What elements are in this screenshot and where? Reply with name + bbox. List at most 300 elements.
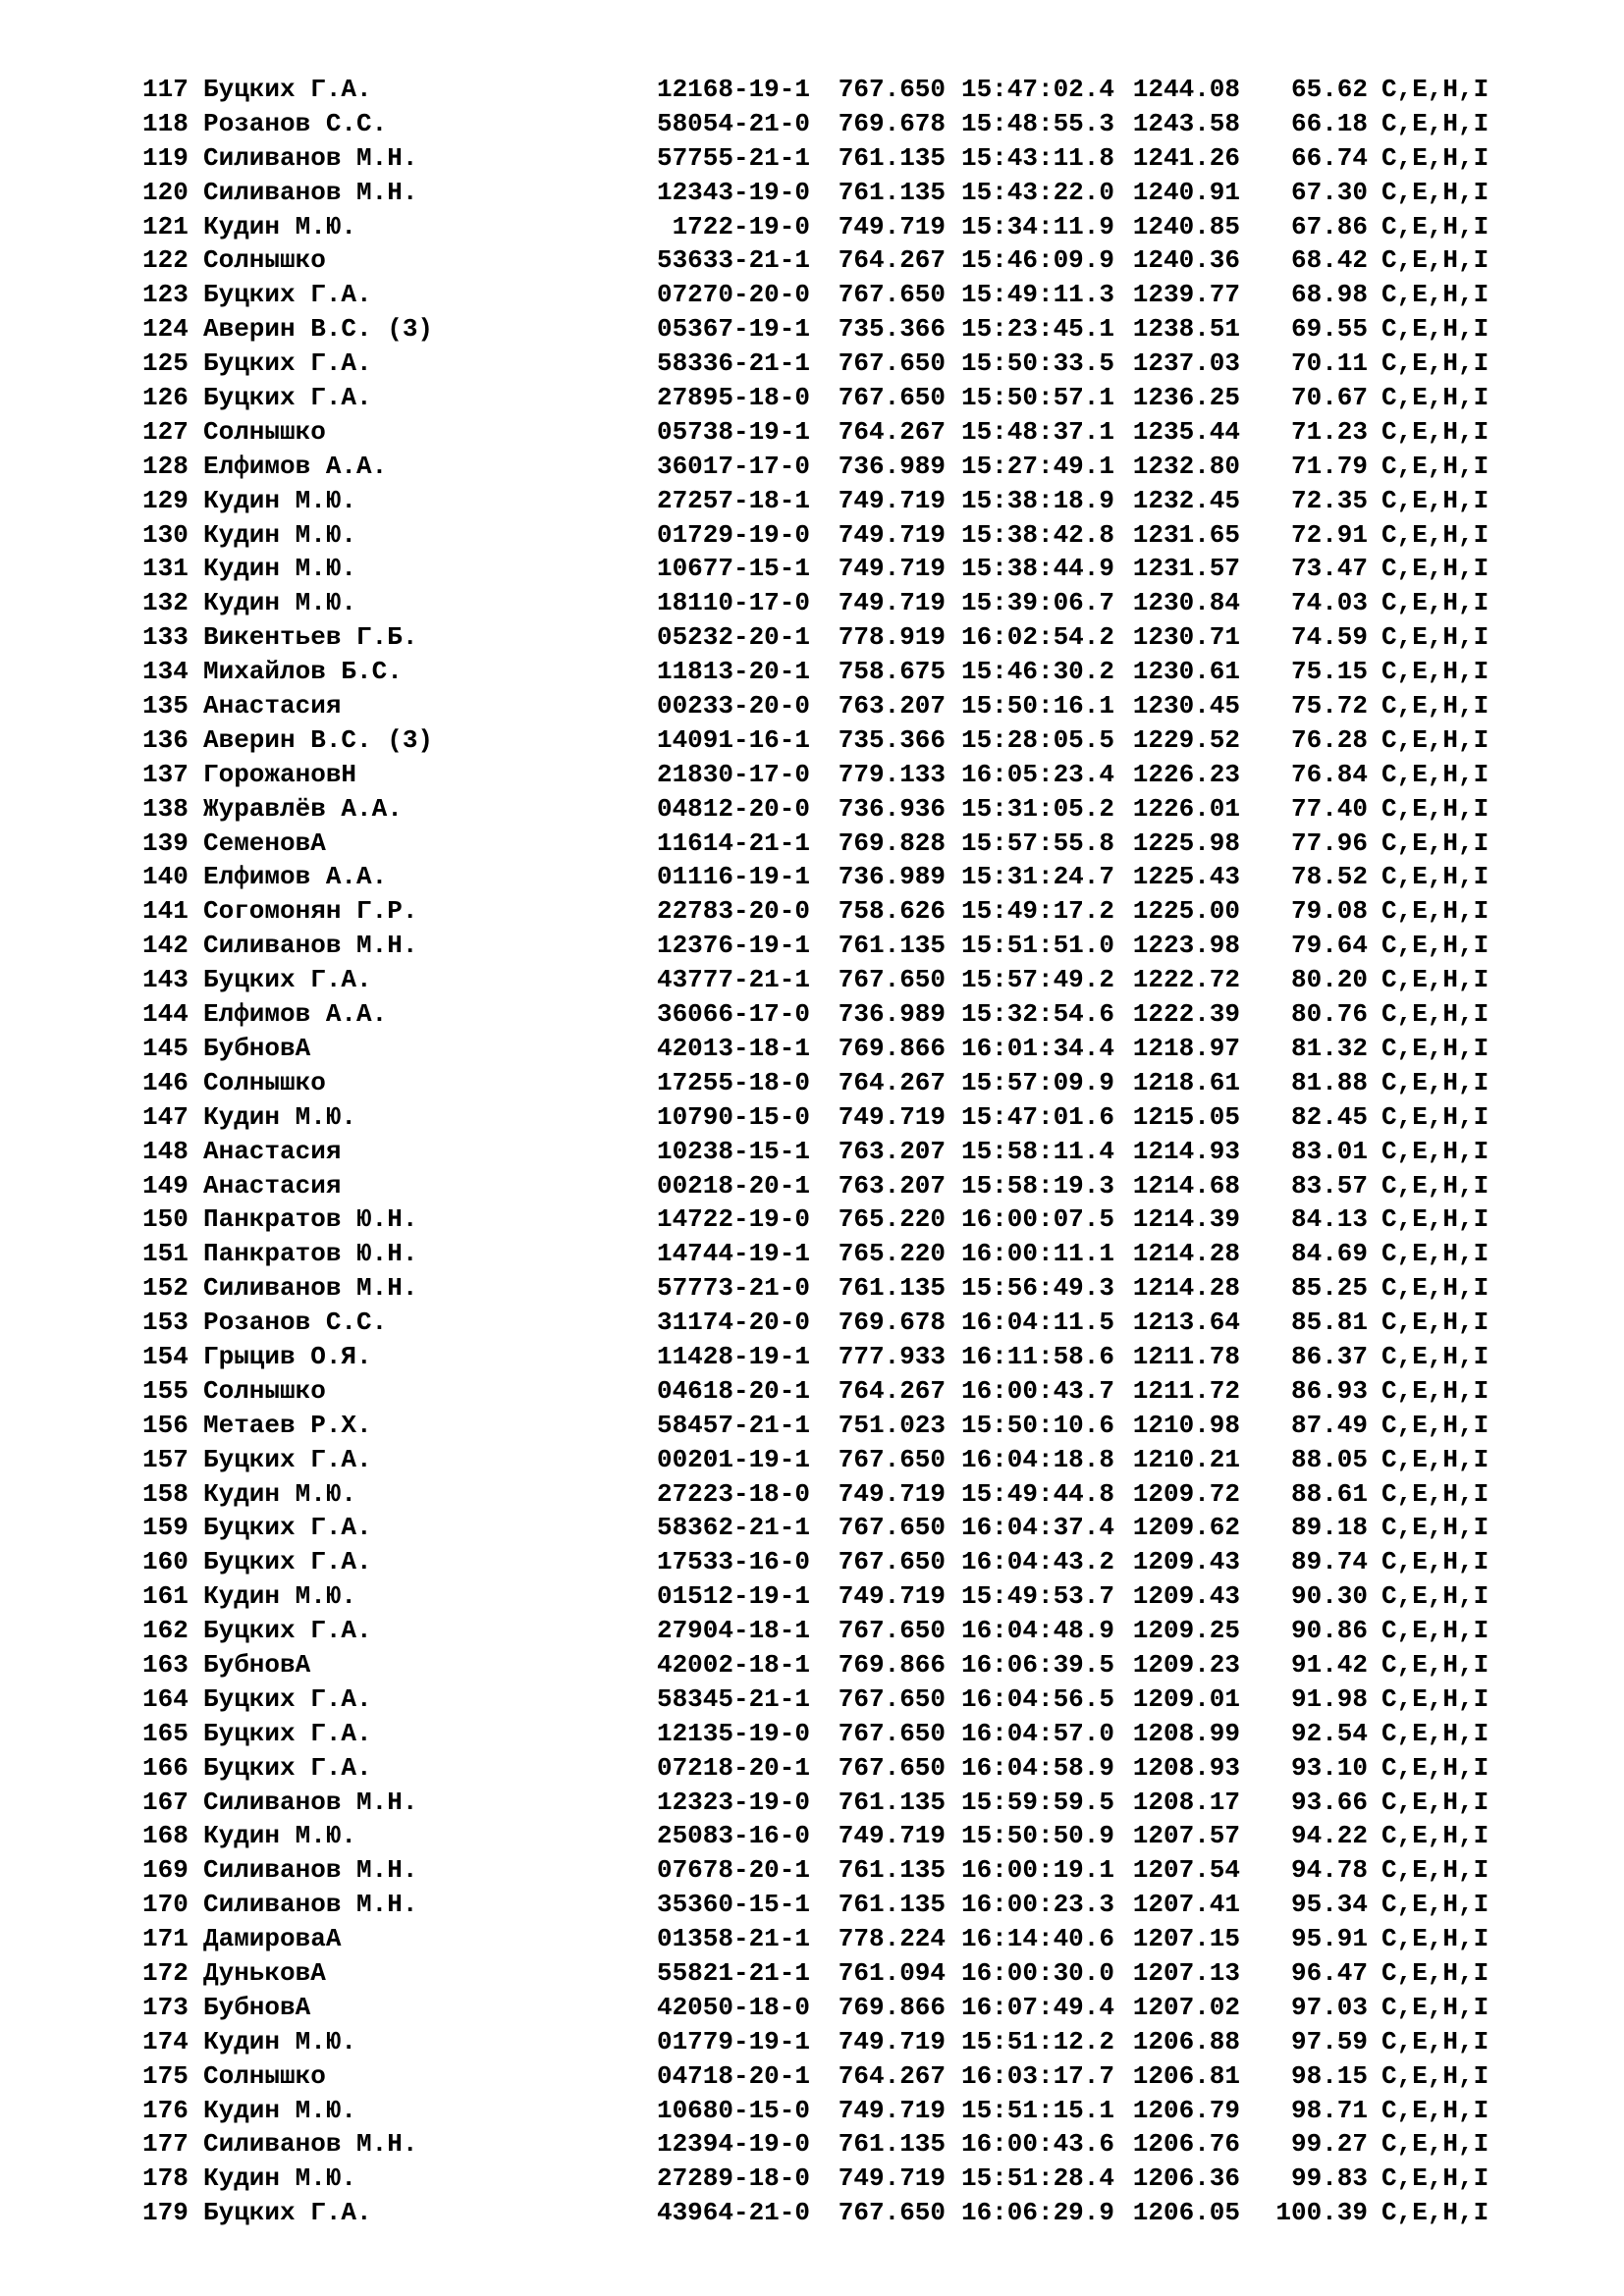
arrival-time-cell: 16:06:29.9 [960,2198,1114,2228]
table-row [142,484,1576,518]
distance-cell: 749.719 [838,1101,946,1132]
categories-cell: C,E,H,I [1381,211,1489,241]
rank-cell: 149 [142,1170,189,1201]
coefficient-cell: 72.91 [1290,519,1368,550]
rank-cell: 170 [142,1890,189,1920]
arrival-time-cell: 16:04:37.4 [960,1513,1114,1543]
coefficient-cell: 83.01 [1290,1136,1368,1166]
coefficient-cell: 75.72 [1290,691,1368,721]
distance-cell: 769.678 [838,108,946,138]
rank-cell: 139 [142,828,189,858]
speed-cell: 1240.85 [1132,211,1240,241]
arrival-time-cell: 15:50:16.1 [960,691,1114,721]
ring-number-cell: 11614-21-1 [656,828,810,858]
table-row [142,586,1576,620]
table-row [142,141,1576,176]
rank-cell: 167 [142,1787,189,1817]
ring-number-cell: 12394-19-0 [656,2129,810,2160]
arrival-time-cell: 16:00:23.3 [960,1890,1114,1920]
ring-number-cell: 12343-19-0 [656,177,810,207]
arrival-time-cell: 15:38:42.8 [960,519,1114,550]
rank-cell: 148 [142,1136,189,1166]
ring-number-cell: 07678-20-1 [656,1855,810,1886]
table-row [142,1922,1576,1956]
rank-cell: 147 [142,1101,189,1132]
coefficient-cell: 70.67 [1290,383,1368,413]
speed-cell: 1215.05 [1132,1101,1240,1132]
rank-cell: 123 [142,280,189,310]
table-row [142,243,1576,278]
distance-cell: 749.719 [838,519,946,550]
arrival-time-cell: 15:50:10.6 [960,1410,1114,1440]
speed-cell: 1222.72 [1132,965,1240,995]
distance-cell: 761.135 [838,2129,946,2160]
coefficient-cell: 86.37 [1290,1341,1368,1371]
distance-cell: 777.933 [838,1341,946,1371]
coefficient-cell: 90.30 [1290,1581,1368,1612]
categories-cell: C,E,H,I [1381,1136,1489,1166]
table-row [142,758,1576,792]
fancier-name-cell: Метаев Р.Х. [203,1410,372,1440]
fancier-name-cell: Солнышко [203,245,326,276]
ring-number-cell: 58457-21-1 [656,1410,810,1440]
speed-cell: 1209.43 [1132,1547,1240,1577]
rank-cell: 122 [142,245,189,276]
speed-cell: 1237.03 [1132,348,1240,379]
distance-cell: 736.989 [838,862,946,892]
categories-cell: C,E,H,I [1381,1855,1489,1886]
fancier-name-cell: Кудин М.Ю. [203,588,357,618]
coefficient-cell: 99.27 [1290,2129,1368,2160]
fancier-name-cell: Елфимов А.А. [203,451,388,481]
fancier-name-cell: Согомонян Г.Р. [203,896,418,927]
arrival-time-cell: 15:32:54.6 [960,999,1114,1030]
categories-cell: C,E,H,I [1381,1375,1489,1406]
categories-cell: C,E,H,I [1381,1101,1489,1132]
categories-cell: C,E,H,I [1381,2026,1489,2056]
distance-cell: 749.719 [838,588,946,618]
ring-number-cell: 05738-19-1 [656,416,810,447]
coefficient-cell: 68.98 [1290,280,1368,310]
table-row [142,1169,1576,1203]
arrival-time-cell: 16:04:56.5 [960,1683,1114,1714]
rank-cell: 127 [142,416,189,447]
distance-cell: 749.719 [838,2026,946,2056]
speed-cell: 1209.43 [1132,1581,1240,1612]
arrival-time-cell: 15:50:50.9 [960,1821,1114,1851]
ring-number-cell: 36017-17-0 [656,451,810,481]
categories-cell: C,E,H,I [1381,1410,1489,1440]
distance-cell: 749.719 [838,2095,946,2125]
rank-cell: 130 [142,519,189,550]
speed-cell: 1240.91 [1132,177,1240,207]
ring-number-cell: 27895-18-0 [656,383,810,413]
speed-cell: 1210.98 [1132,1410,1240,1440]
ring-number-cell: 04618-20-1 [656,1375,810,1406]
arrival-time-cell: 15:48:55.3 [960,108,1114,138]
table-row [142,1066,1576,1100]
fancier-name-cell: ДамироваА [203,1924,342,1954]
speed-cell: 1243.58 [1132,108,1240,138]
distance-cell: 764.267 [838,245,946,276]
rank-cell: 159 [142,1513,189,1543]
speed-cell: 1214.68 [1132,1170,1240,1201]
rank-cell: 144 [142,999,189,1030]
rank-cell: 120 [142,177,189,207]
table-row [142,723,1576,758]
categories-cell: C,E,H,I [1381,1170,1489,1201]
rank-cell: 161 [142,1581,189,1612]
rank-cell: 176 [142,2095,189,2125]
table-row [142,381,1576,415]
categories-cell: C,E,H,I [1381,724,1489,755]
rank-cell: 156 [142,1410,189,1440]
coefficient-cell: 70.11 [1290,348,1368,379]
speed-cell: 1207.41 [1132,1890,1240,1920]
speed-cell: 1208.17 [1132,1787,1240,1817]
rank-cell: 158 [142,1478,189,1509]
speed-cell: 1244.08 [1132,75,1240,104]
distance-cell: 765.220 [838,1204,946,1235]
fancier-name-cell: Кудин М.Ю. [203,2095,357,2125]
ring-number-cell: 55821-21-1 [656,1957,810,1988]
arrival-time-cell: 15:59:59.5 [960,1787,1114,1817]
categories-cell: C,E,H,I [1381,1649,1489,1680]
arrival-time-cell: 16:04:48.9 [960,1616,1114,1646]
coefficient-cell: 89.18 [1290,1513,1368,1543]
fancier-name-cell: Кудин М.Ю. [203,211,357,241]
fancier-name-cell: Солнышко [203,2060,326,2091]
coefficient-cell: 97.59 [1290,2026,1368,2056]
rank-cell: 140 [142,862,189,892]
distance-cell: 778.919 [838,622,946,653]
categories-cell: C,E,H,I [1381,383,1489,413]
ring-number-cell: 1722-19-0 [672,211,810,241]
distance-cell: 769.678 [838,1308,946,1338]
distance-cell: 758.626 [838,896,946,927]
speed-cell: 1207.54 [1132,1855,1240,1886]
coefficient-cell: 81.88 [1290,1067,1368,1097]
categories-cell: C,E,H,I [1381,1924,1489,1954]
categories-cell: C,E,H,I [1381,245,1489,276]
table-row [142,2025,1576,2059]
fancier-name-cell: Кудин М.Ю. [203,2026,357,2056]
rank-cell: 164 [142,1683,189,1714]
coefficient-cell: 93.66 [1290,1787,1368,1817]
coefficient-cell: 68.42 [1290,245,1368,276]
fancier-name-cell: Розанов С.С. [203,108,388,138]
ring-number-cell: 10677-15-1 [656,554,810,584]
categories-cell: C,E,H,I [1381,691,1489,721]
table-row [142,1237,1576,1271]
speed-cell: 1209.72 [1132,1478,1240,1509]
fancier-name-cell: Кудин М.Ю. [203,1821,357,1851]
speed-cell: 1208.99 [1132,1718,1240,1748]
rank-cell: 135 [142,691,189,721]
fancier-name-cell: Буцких Г.А. [203,965,372,995]
speed-cell: 1210.21 [1132,1444,1240,1474]
categories-cell: C,E,H,I [1381,588,1489,618]
rank-cell: 174 [142,2026,189,2056]
categories-cell: C,E,H,I [1381,1513,1489,1543]
distance-cell: 764.267 [838,1375,946,1406]
coefficient-cell: 81.32 [1290,1033,1368,1063]
arrival-time-cell: 15:23:45.1 [960,314,1114,345]
arrival-time-cell: 16:04:18.8 [960,1444,1114,1474]
distance-cell: 761.094 [838,1957,946,1988]
coefficient-cell: 66.18 [1290,108,1368,138]
ring-number-cell: 01729-19-0 [656,519,810,550]
arrival-time-cell: 15:51:51.0 [960,931,1114,961]
categories-cell: C,E,H,I [1381,1992,1489,2022]
coefficient-cell: 88.61 [1290,1478,1368,1509]
table-row [142,963,1576,997]
fancier-name-cell: Силиванов М.Н. [203,931,418,961]
rank-cell: 172 [142,1957,189,1988]
coefficient-cell: 67.30 [1290,177,1368,207]
distance-cell: 767.650 [838,383,946,413]
table-row [142,1786,1576,1820]
fancier-name-cell: Кудин М.Ю. [203,485,357,515]
rank-cell: 138 [142,793,189,824]
distance-cell: 767.650 [838,1513,946,1543]
rank-cell: 175 [142,2060,189,2091]
speed-cell: 1230.84 [1132,588,1240,618]
table-row [142,2094,1576,2128]
arrival-time-cell: 15:57:55.8 [960,828,1114,858]
ring-number-cell: 42002-18-1 [656,1649,810,1680]
coefficient-cell: 96.47 [1290,1957,1368,1988]
distance-cell: 751.023 [838,1410,946,1440]
rank-cell: 155 [142,1375,189,1406]
distance-cell: 764.267 [838,416,946,447]
categories-cell: C,E,H,I [1381,1683,1489,1714]
fancier-name-cell: Кудин М.Ю. [203,554,357,584]
speed-cell: 1206.88 [1132,2026,1240,2056]
table-row [142,1956,1576,1991]
fancier-name-cell: Панкратов Ю.Н. [203,1239,418,1269]
table-row [142,73,1576,107]
fancier-name-cell: Анастасия [203,691,342,721]
rank-cell: 126 [142,383,189,413]
ring-number-cell: 58345-21-1 [656,1683,810,1714]
rank-cell: 141 [142,896,189,927]
categories-cell: C,E,H,I [1381,828,1489,858]
distance-cell: 767.650 [838,1616,946,1646]
table-row [142,1306,1576,1340]
coefficient-cell: 67.86 [1290,211,1368,241]
ring-number-cell: 14091-16-1 [656,724,810,755]
table-row [142,894,1576,929]
categories-cell: C,E,H,I [1381,1581,1489,1612]
ring-number-cell: 00233-20-0 [656,691,810,721]
arrival-time-cell: 15:50:57.1 [960,383,1114,413]
table-row [142,2059,1576,2094]
rank-cell: 121 [142,211,189,241]
table-row [142,1477,1576,1512]
fancier-name-cell: Буцких Г.А. [203,1513,372,1543]
distance-cell: 735.366 [838,724,946,755]
table-row [142,929,1576,963]
arrival-time-cell: 15:49:44.8 [960,1478,1114,1509]
speed-cell: 1230.71 [1132,622,1240,653]
coefficient-cell: 84.69 [1290,1239,1368,1269]
fancier-name-cell: Розанов С.С. [203,1308,388,1338]
speed-cell: 1239.77 [1132,280,1240,310]
coefficient-cell: 71.79 [1290,451,1368,481]
rank-cell: 143 [142,965,189,995]
distance-cell: 761.135 [838,1890,946,1920]
rank-cell: 177 [142,2129,189,2160]
fancier-name-cell: Панкратов Ю.Н. [203,1204,418,1235]
distance-cell: 763.207 [838,1170,946,1201]
speed-cell: 1238.51 [1132,314,1240,345]
arrival-time-cell: 15:39:06.7 [960,588,1114,618]
rank-cell: 162 [142,1616,189,1646]
coefficient-cell: 91.98 [1290,1683,1368,1714]
categories-cell: C,E,H,I [1381,1478,1489,1509]
distance-cell: 758.675 [838,657,946,687]
ring-number-cell: 27223-18-0 [656,1478,810,1509]
rank-cell: 178 [142,2163,189,2194]
categories-cell: C,E,H,I [1381,1067,1489,1097]
ring-number-cell: 57773-21-0 [656,1273,810,1304]
coefficient-cell: 82.45 [1290,1101,1368,1132]
speed-cell: 1207.15 [1132,1924,1240,1954]
distance-cell: 761.135 [838,142,946,173]
table-row [142,176,1576,210]
categories-cell: C,E,H,I [1381,348,1489,379]
rank-cell: 146 [142,1067,189,1097]
categories-cell: C,E,H,I [1381,1273,1489,1304]
table-row [142,415,1576,450]
arrival-time-cell: 16:05:23.4 [960,759,1114,789]
arrival-time-cell: 15:51:15.1 [960,2095,1114,2125]
ring-number-cell: 58054-21-0 [656,108,810,138]
fancier-name-cell: Буцких Г.А. [203,348,372,379]
speed-cell: 1225.98 [1132,828,1240,858]
rank-cell: 152 [142,1273,189,1304]
distance-cell: 735.366 [838,314,946,345]
fancier-name-cell: Силиванов М.Н. [203,1273,418,1304]
ring-number-cell: 00218-20-1 [656,1170,810,1201]
arrival-time-cell: 15:51:28.4 [960,2163,1114,2194]
table-row [142,518,1576,553]
fancier-name-cell: Кудин М.Ю. [203,519,357,550]
fancier-name-cell: Кудин М.Ю. [203,1101,357,1132]
arrival-time-cell: 16:06:39.5 [960,1649,1114,1680]
rank-cell: 163 [142,1649,189,1680]
categories-cell: C,E,H,I [1381,485,1489,515]
rank-cell: 129 [142,485,189,515]
categories-cell: C,E,H,I [1381,1033,1489,1063]
arrival-time-cell: 16:00:43.7 [960,1375,1114,1406]
coefficient-cell: 100.39 [1275,2198,1368,2228]
ring-number-cell: 01779-19-1 [656,2026,810,2056]
distance-cell: 767.650 [838,348,946,379]
table-row [142,1819,1576,1853]
categories-cell: C,E,H,I [1381,75,1489,104]
speed-cell: 1206.76 [1132,2129,1240,2160]
categories-cell: C,E,H,I [1381,965,1489,995]
arrival-time-cell: 15:50:33.5 [960,348,1114,379]
arrival-time-cell: 15:28:05.5 [960,724,1114,755]
rank-cell: 169 [142,1855,189,1886]
speed-cell: 1231.65 [1132,519,1240,550]
ring-number-cell: 17255-18-0 [656,1067,810,1097]
speed-cell: 1209.23 [1132,1649,1240,1680]
table-row [142,1511,1576,1545]
coefficient-cell: 88.05 [1290,1444,1368,1474]
coefficient-cell: 94.22 [1290,1821,1368,1851]
fancier-name-cell: Силиванов М.Н. [203,1855,418,1886]
speed-cell: 1214.28 [1132,1273,1240,1304]
fancier-name-cell: Буцких Г.А. [203,1752,372,1783]
ring-number-cell: 10790-15-0 [656,1101,810,1132]
ring-number-cell: 10680-15-0 [656,2095,810,2125]
arrival-time-cell: 16:03:17.7 [960,2060,1114,2091]
ring-number-cell: 14722-19-0 [656,1204,810,1235]
speed-cell: 1214.93 [1132,1136,1240,1166]
coefficient-cell: 98.15 [1290,2060,1368,2091]
arrival-time-cell: 15:58:11.4 [960,1136,1114,1166]
rank-cell: 160 [142,1547,189,1577]
categories-cell: C,E,H,I [1381,416,1489,447]
categories-cell: C,E,H,I [1381,896,1489,927]
speed-cell: 1229.52 [1132,724,1240,755]
coefficient-cell: 74.59 [1290,622,1368,653]
fancier-name-cell: Буцких Г.А. [203,280,372,310]
categories-cell: C,E,H,I [1381,793,1489,824]
categories-cell: C,E,H,I [1381,2129,1489,2160]
speed-cell: 1231.57 [1132,554,1240,584]
categories-cell: C,E,H,I [1381,2163,1489,2194]
coefficient-cell: 84.13 [1290,1204,1368,1235]
speed-cell: 1206.05 [1132,2198,1240,2228]
arrival-time-cell: 15:31:24.7 [960,862,1114,892]
distance-cell: 749.719 [838,485,946,515]
distance-cell: 765.220 [838,1239,946,1269]
arrival-time-cell: 15:31:05.2 [960,793,1114,824]
distance-cell: 779.133 [838,759,946,789]
rank-cell: 179 [142,2198,189,2228]
arrival-time-cell: 16:00:30.0 [960,1957,1114,1988]
arrival-time-cell: 15:43:22.0 [960,177,1114,207]
ring-number-cell: 21830-17-0 [656,759,810,789]
distance-cell: 764.267 [838,2060,946,2091]
fancier-name-cell: Солнышко [203,1375,326,1406]
coefficient-cell: 79.64 [1290,931,1368,961]
table-row [142,1888,1576,1922]
rank-cell: 117 [142,75,189,104]
coefficient-cell: 77.96 [1290,828,1368,858]
speed-cell: 1225.43 [1132,862,1240,892]
table-row [142,107,1576,141]
ring-number-cell: 57755-21-1 [656,142,810,173]
rank-cell: 173 [142,1992,189,2022]
speed-cell: 1211.78 [1132,1341,1240,1371]
arrival-time-cell: 15:46:30.2 [960,657,1114,687]
distance-cell: 736.989 [838,999,946,1030]
distance-cell: 767.650 [838,1683,946,1714]
distance-cell: 767.650 [838,1752,946,1783]
categories-cell: C,E,H,I [1381,142,1489,173]
table-row [142,1751,1576,1786]
coefficient-cell: 85.25 [1290,1273,1368,1304]
fancier-name-cell: Елфимов А.А. [203,999,388,1030]
ring-number-cell: 11428-19-1 [656,1341,810,1371]
fancier-name-cell: СеменовА [203,828,326,858]
